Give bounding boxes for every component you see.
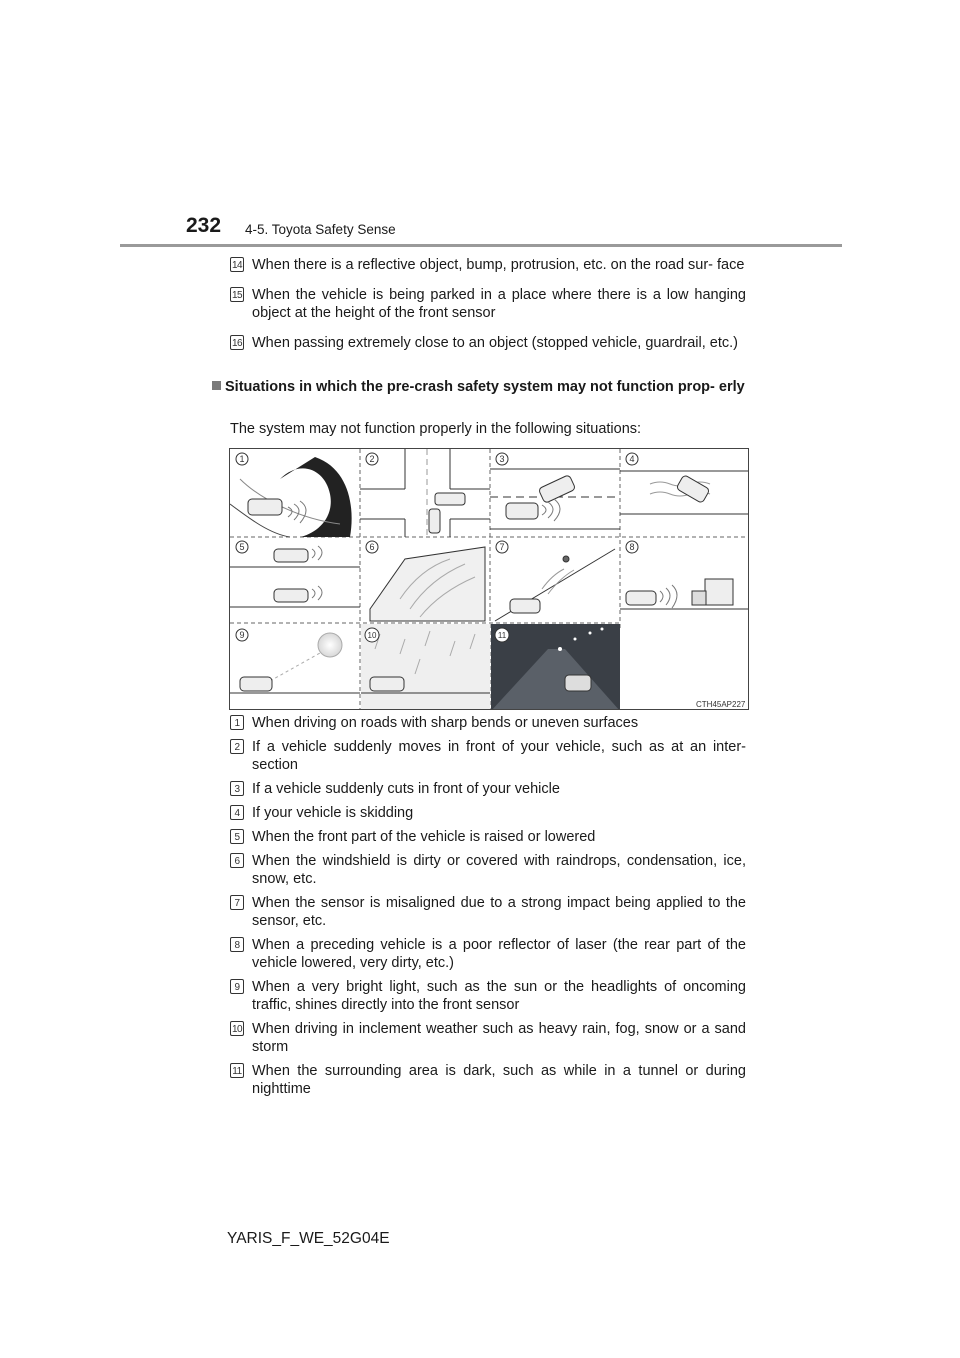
item-text: When passing extremely close to an object (stopped vehicle, guardrail, etc.)	[252, 335, 738, 351]
list-item	[230, 978, 746, 1014]
intro-text: The system may not function properly in the following situations:	[230, 421, 642, 437]
list-item	[230, 894, 746, 930]
panel-number-badge	[366, 453, 378, 465]
panel-2-illustration	[360, 449, 490, 537]
item-text: If your vehicle is skidding	[252, 805, 414, 821]
item-number-badge: 2	[230, 739, 244, 754]
panel-number-badge	[626, 541, 638, 553]
list-item	[230, 286, 746, 322]
panel-number: 5	[239, 542, 245, 552]
item-number-badge: 10	[230, 1021, 244, 1036]
item-number-badge: 3	[230, 781, 244, 796]
panel-number-badge	[626, 453, 638, 465]
list-item	[230, 714, 746, 732]
item-number-badge: 9	[230, 979, 244, 994]
list-item	[230, 738, 746, 774]
panel-number-badge	[236, 629, 248, 641]
panel-5-illustration	[230, 546, 360, 607]
item-text: When a very bright light, such as the sun or the headlights of oncoming traffic, shines directly into the front sensor	[252, 979, 746, 1013]
panel-number: 8	[629, 542, 635, 552]
panel-10-illustration	[361, 624, 490, 710]
item-text: When driving on roads with sharp bends or uneven surfaces	[252, 715, 639, 731]
item-text: When the windshield is dirty or covered with raindrops, condensation, ice, snow, etc.	[252, 853, 746, 887]
panel-8-illustration	[620, 579, 749, 609]
item-text: When the vehicle is being parked in a place where there is a low hanging object at the height of the front sensor	[252, 287, 746, 321]
panel-number-badge	[496, 541, 508, 553]
item-text: If a vehicle suddenly moves in front of your vehicle, such as at an inter- section	[252, 739, 746, 773]
panel-number: 2	[369, 454, 375, 464]
item-number-badge: 15	[230, 287, 244, 302]
document-code: YARIS_F_WE_52G04E	[227, 1230, 390, 1247]
item-text: When the surrounding area is dark, such as while in a tunnel or during nighttime	[252, 1063, 746, 1097]
panel-3-illustration	[490, 469, 620, 529]
subheading-text: Situations in which the pre-crash safety system may not function prop- erly	[225, 379, 745, 395]
figure-code: CTH45AP227	[696, 700, 746, 709]
item-number-badge: 1	[230, 715, 244, 730]
list-item	[230, 256, 746, 274]
item-number-badge: 16	[230, 335, 244, 350]
item-text: When there is a reflective object, bump, protrusion, etc. on the road sur- face	[252, 257, 745, 273]
item-text: When driving in inclement weather such as heavy rain, fog, snow or a sand storm	[252, 1021, 746, 1055]
panel-number-badge	[366, 541, 378, 553]
panel-11-illustration	[491, 624, 620, 710]
panel-number-badge	[365, 628, 379, 642]
panel-number: 10	[367, 631, 377, 640]
list-item	[230, 936, 746, 972]
subheading	[212, 378, 747, 396]
panel-9-illustration	[230, 633, 360, 693]
situations-illustration	[230, 449, 749, 710]
section-title: 4-5. Toyota Safety Sense	[245, 222, 396, 237]
panel-number-badge	[496, 453, 508, 465]
list-item	[230, 828, 746, 846]
panel-number-badge	[495, 628, 509, 642]
list-item	[230, 804, 746, 822]
item-number-badge: 8	[230, 937, 244, 952]
panel-number: 4	[629, 454, 635, 464]
panel-number: 7	[499, 542, 505, 552]
list-item	[230, 1020, 746, 1056]
panel-4-illustration	[620, 471, 749, 514]
item-number-badge: 11	[230, 1063, 244, 1078]
square-bullet-icon	[212, 381, 221, 390]
list-item	[230, 852, 746, 888]
situations-figure	[229, 448, 749, 710]
situations-list	[230, 714, 746, 1098]
panel-number-badge	[236, 541, 248, 553]
item-text: When the sensor is misaligned due to a strong impact being applied to the sensor, etc.	[252, 895, 746, 929]
panel-number: 9	[239, 630, 245, 640]
item-number-badge: 6	[230, 853, 244, 868]
item-number-badge: 4	[230, 805, 244, 820]
item-number-badge: 7	[230, 895, 244, 910]
list-item	[230, 1062, 746, 1098]
item-text: When the front part of the vehicle is raised or lowered	[252, 829, 596, 845]
list-item	[230, 334, 746, 352]
panel-number: 6	[369, 542, 375, 552]
item-number-badge: 5	[230, 829, 244, 844]
panel-6-illustration	[370, 547, 485, 621]
panel-number: 3	[499, 454, 505, 464]
item-text: If a vehicle suddenly cuts in front of your vehicle	[252, 781, 560, 797]
continued-list	[230, 256, 746, 352]
panel-7-illustration	[495, 549, 615, 621]
panel-number-badge	[236, 453, 248, 465]
panel-number: 11	[497, 631, 507, 640]
item-text: When a preceding vehicle is a poor reflector of laser (the rear part of the vehicle lowered, very dirty, etc.)	[252, 937, 746, 971]
header-divider	[120, 244, 842, 247]
list-item	[230, 780, 746, 798]
page-number: 232	[186, 214, 222, 237]
item-number-badge: 14	[230, 257, 244, 272]
panel-number: 1	[239, 454, 245, 464]
panel-1-illustration	[230, 457, 352, 537]
